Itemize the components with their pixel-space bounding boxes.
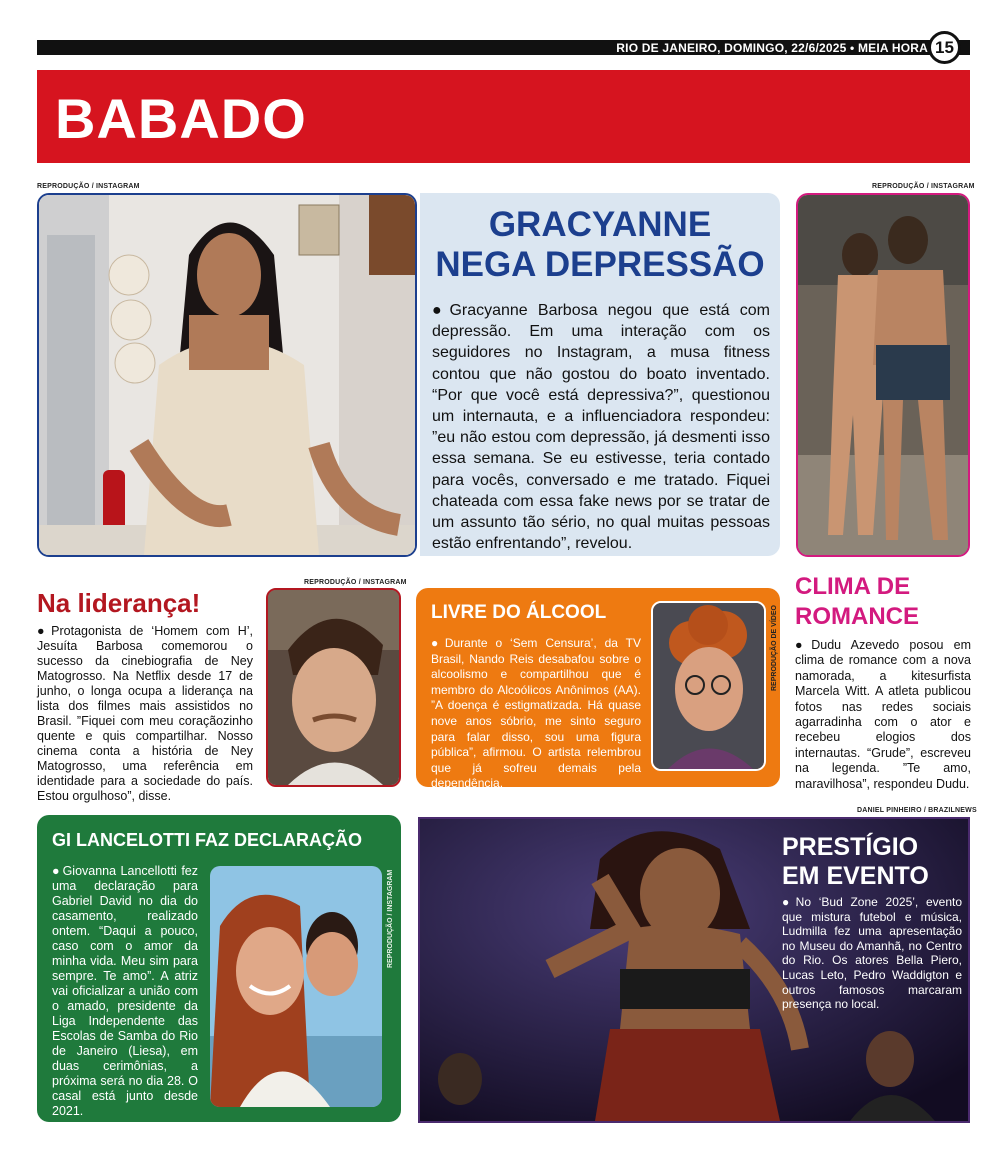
clima-body <box>795 638 971 792</box>
photo-credit: DANIEL PINHEIRO / BRAZILNEWS <box>857 807 977 814</box>
dateline: RIO DE JANEIRO, DOMINGO, 22/6/2025 • MEIA HORA <box>616 40 928 55</box>
main-story-text: Gracyanne Barbosa negou que está com depressão. Em uma interação com os seguidores no Instagram, a musa fitness contou que não gostou do boato inventado. “Por que você está depressiva?”, questionou um internauta, e a influenciadora respondeu: ”eu não estou com depressão, já desmenti isso essa semana. Se eu estivesse, teria contado para vocês, conversado e me tratado. Fiquei chateada com essa fake news por se tratar de um assunto tão sério, no qual muitas pessoas estão enfrentando”, revelou. <box>432 302 770 553</box>
section-title: BABADO <box>55 87 307 150</box>
photo-credit: REPRODUÇÃO / INSTAGRAM <box>387 869 394 968</box>
main-headline-line1: GRACYANNE <box>488 205 712 244</box>
lideranca-photo <box>266 588 401 787</box>
clima-text: Dudu Azevedo posou em clima de romance com a nova namorada, a kitesurfista Marcela Witt. A atleta publicou fotos nas redes sociais agarradinha com o ator e recebeu elogios dos internautas. “Grude”, escreveu na legenda. ”Te amo, maravilhosa”, respondeu Dudu. <box>795 638 971 791</box>
page-number: 15 <box>928 31 961 64</box>
clima-headline-line2: ROMANCE <box>795 603 919 630</box>
main-headline <box>430 205 770 285</box>
lideranca-body <box>37 624 253 804</box>
gi-photo <box>210 866 382 1107</box>
clima-headline-line1: CLIMA DE <box>795 573 911 600</box>
dateline-bar <box>37 40 970 55</box>
gi-headline: GI LANCELOTTI FAZ DECLARAÇÃO <box>52 830 362 850</box>
prestigio-headline <box>782 833 967 891</box>
clima-headline <box>795 572 970 632</box>
alcool-text: Durante o ‘Sem Censura’, da TV Brasil, Nando Reis desabafou sobre o alcoolismo e compartilhou que é membro do Alcoólicos Anônimos (AA). ”A doença é estigmatizada. Há quase nove anos sóbrio, me sinto seguro para falar disso, sou uma figura pública”, afirmou. O artista relembrou que já sofreu demais pela dependência. <box>431 636 641 791</box>
gi-text: Giovanna Lancellotti fez uma declaração para Gabriel David no dia do casamento, realizado ontem. “Daqui a pouco, caso com o amor da minha vida. Meu sim para sempre. Te amo”. A atriz vai oficializar a união com o amado, presidente da Liga Independente das Escolas de Samba do Rio de Janeiro (Liesa), em duas cerimônias, a próxima será no dia 28. O casal está junto desde 2021. <box>52 864 198 1118</box>
prestigio-body <box>782 895 962 1012</box>
main-headline-line2: NEGA DEPRESSÃO <box>435 245 765 284</box>
alcool-headline: LIVRE DO ÁLCOOL <box>431 602 607 623</box>
photo-credit: REPRODUÇÃO DE VÍDEO <box>771 605 778 691</box>
lideranca-headline: Na liderança! <box>37 588 201 618</box>
lideranca-text: Protagonista de ‘Homem com H’, Jesuíta Barbosa comemorou o sucesso da cinebiografia de Ney Matogrosso. Na Netflix desde 17 de junho, o longa ocupa a liderança na lista dos filmes mais assistidos no Brasil. ”Fiquei com meu coraçãozinho quente e quis compartilhar. Nosso cinema conta a história de Ney Matogrosso, uma referência em identidade para a sociedade do país. Estou orgulhoso”, disse. <box>37 624 254 803</box>
alcool-body <box>431 636 641 792</box>
main-story-body <box>432 300 770 554</box>
prestigio-headline-line2: EM EVENTO <box>782 862 929 890</box>
main-photo <box>37 193 417 557</box>
photo-credit: REPRODUÇÃO / INSTAGRAM <box>304 579 407 586</box>
photo-credit: REPRODUÇÃO / INSTAGRAM <box>872 183 975 190</box>
couple-photo <box>796 193 970 557</box>
gi-body <box>52 864 198 1119</box>
prestigio-headline-line1: PRESTÍGIO <box>782 833 919 861</box>
photo-credit: REPRODUÇÃO / INSTAGRAM <box>37 183 140 190</box>
prestigio-text: No ‘Bud Zone 2025’, evento que mistura futebol e música, Ludmilla fez uma apresentação no Museu do Amanhã, no Centro do Rio. Os atores Bella Piero, Lucas Leto, Pedro Waddigton e outros famosos marcaram presença no local. <box>782 895 963 1012</box>
alcool-photo <box>651 601 766 771</box>
